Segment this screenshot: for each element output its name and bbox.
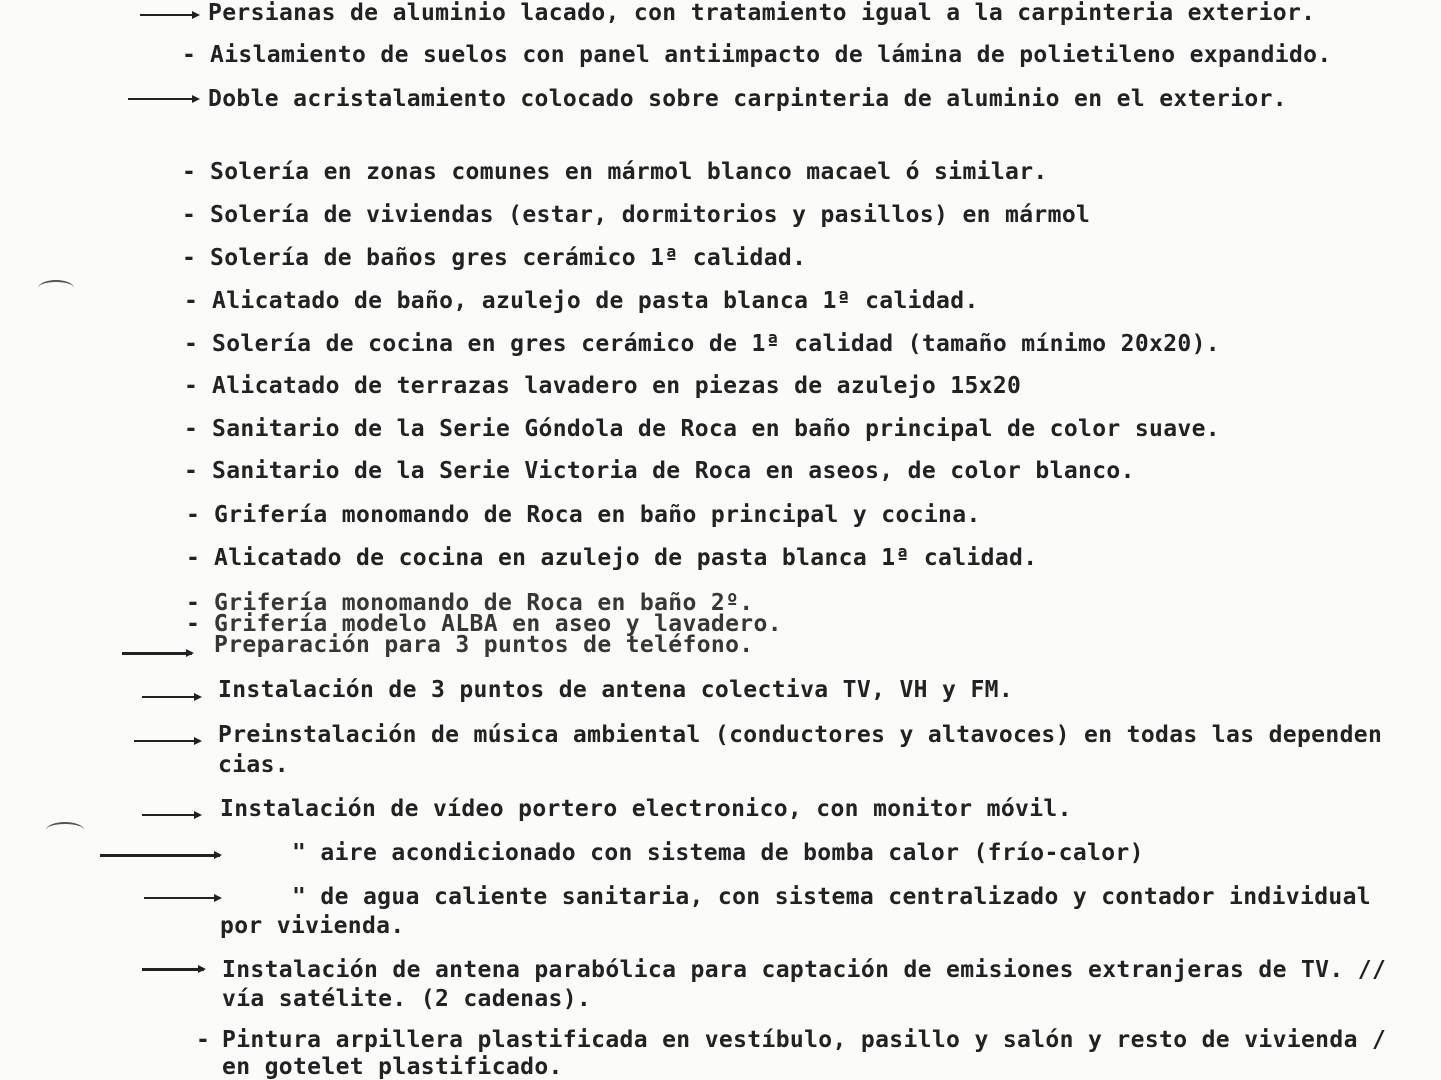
bullet-dash: -	[186, 611, 200, 637]
spec-line: Solería de cocina en gres cerámico de 1ª calidad (tamaño mínimo 20x20).	[212, 331, 1220, 357]
spec-line: Instalación de antena parabólica para captación de emisiones extranjeras de TV. //	[222, 957, 1387, 983]
bullet-dash: -	[182, 42, 196, 68]
bullet-dash: -	[196, 1027, 210, 1053]
bullet-dash: -	[184, 331, 198, 357]
spec-line: Pintura arpillera plastificada en vestíbulo, pasillo y salón y resto de vivienda /	[222, 1027, 1387, 1053]
spec-line-continuation: vía satélite. (2 cadenas).	[222, 986, 592, 1012]
spec-line: " de agua caliente sanitaria, con sistema centralizado y contador individual	[292, 884, 1371, 910]
spec-line: Instalación de vídeo portero electronico, con monitor móvil.	[220, 796, 1072, 822]
spec-line: Solería en zonas comunes en mármol blanco macael ó similar.	[210, 159, 1048, 185]
margin-arrow-mark	[134, 740, 200, 742]
spec-line-continuation: cias.	[218, 752, 289, 778]
spec-line: Sanitario de la Serie Victoria de Roca en aseos, de color blanco.	[212, 458, 1135, 484]
bullet-dash: -	[184, 373, 198, 399]
margin-arrow-mark	[128, 98, 198, 100]
margin-arrow-mark	[140, 14, 198, 16]
bullet-dash: -	[182, 245, 196, 271]
spec-line: Instalación de 3 puntos de antena colectiva TV, VH y FM.	[218, 677, 1014, 703]
spec-line: Alicatado de terrazas lavadero en piezas de azulejo 15x20	[212, 373, 1022, 399]
spec-line: Grifería monomando de Roca en baño principal y cocina.	[214, 502, 981, 528]
bullet-dash: -	[182, 159, 196, 185]
spec-line: Solería de baños gres cerámico 1ª calidad.	[210, 245, 807, 271]
margin-arrow-mark	[142, 968, 204, 971]
bullet-dash: -	[186, 545, 200, 571]
margin-arrow-mark	[100, 854, 220, 857]
bullet-dash: -	[182, 202, 196, 228]
spec-line: Grifería monomando de Roca en baño 2º.	[214, 590, 754, 616]
margin-arrow-mark	[144, 897, 220, 899]
spec-line: Doble acristalamiento colocado sobre carpinteria de aluminio en el exterior.	[208, 86, 1287, 112]
spec-line: Alicatado de cocina en azulejo de pasta blanca 1ª calidad.	[214, 545, 1038, 571]
bullet-dash: -	[186, 502, 200, 528]
bullet-dash: -	[186, 590, 200, 616]
bullet-dash: -	[184, 288, 198, 314]
spec-line: " aire acondicionado con sistema de bomba calor (frío-calor)	[292, 840, 1144, 866]
spec-line: Persianas de aluminio lacado, con tratamiento igual a la carpinteria exterior.	[208, 0, 1316, 26]
margin-tick-mark	[46, 822, 84, 838]
margin-arrow-mark	[142, 814, 200, 816]
spec-line: Preparación para 3 puntos de teléfono.	[214, 632, 754, 658]
margin-arrow-mark	[122, 652, 192, 655]
spec-line: Solería de viviendas (estar, dormitorios y pasillos) en mármol	[210, 202, 1091, 228]
spec-line-continuation: en gotelet plastificado.	[222, 1054, 563, 1080]
spec-line: Sanitario de la Serie Góndola de Roca en baño principal de color suave.	[212, 416, 1220, 442]
spec-line: Alicatado de baño, azulejo de pasta blanca 1ª calidad.	[212, 288, 979, 314]
spec-line: Grifería modelo ALBA en aseo y lavadero.	[214, 611, 782, 637]
spec-line: Preinstalación de música ambiental (conductores y altavoces) en todas las dependen	[218, 722, 1383, 748]
margin-arrow-mark	[142, 696, 200, 698]
spec-line-continuation: por vivienda.	[220, 913, 405, 939]
bullet-dash: -	[184, 458, 198, 484]
spec-line: Aislamiento de suelos con panel antiimpacto de lámina de polietileno expandido.	[210, 42, 1332, 68]
bullet-dash: -	[184, 416, 198, 442]
margin-tick-mark	[38, 280, 74, 296]
